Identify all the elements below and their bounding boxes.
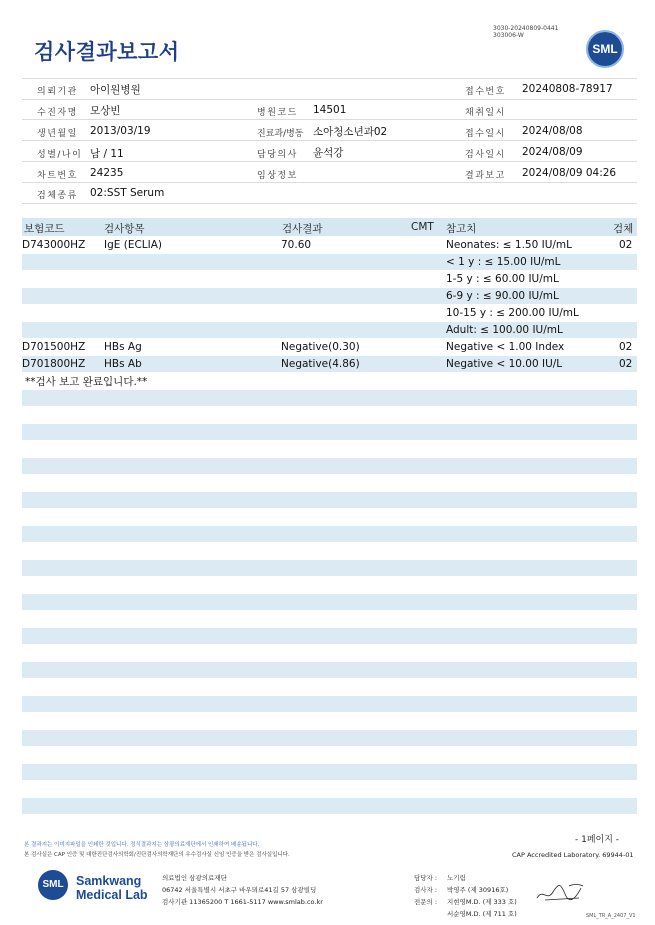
cap-accreditation: CAP Accredited Laboratory. 69944-01: [512, 851, 634, 859]
page-number: - 1페이지 -: [575, 835, 620, 845]
lab-contact: 검사기관 11365200 T 1661-5117 www.smlab.co.kr: [162, 898, 323, 906]
chart-no-value: 24235: [90, 167, 124, 179]
col-header-cmt: CMT: [411, 221, 434, 233]
sml-logo: SML: [588, 32, 622, 66]
cell-reference: Negative < 10.00 IU/L: [446, 358, 563, 370]
cell-item: HBs Ab: [104, 358, 142, 370]
cell-result: 70.60: [281, 239, 312, 251]
staff-specialist-1: 지현영M.D. (제 333 호): [447, 898, 517, 906]
col-header-reference: 참고치: [446, 223, 477, 235]
row-stripe: [22, 594, 637, 610]
form-code: SML_TR_A_2407_V1: [586, 913, 636, 919]
cell-reference: Adult: ≤ 100.00 IU/mL: [446, 324, 563, 336]
chart-no-label: 차트번호: [37, 171, 78, 181]
document-code: [493, 25, 558, 39]
doctor-value: 윤석강: [313, 147, 344, 159]
cell-code: D701500HZ: [22, 341, 86, 353]
cell-code: D743000HZ: [22, 239, 86, 251]
row-stripe: [22, 628, 637, 644]
info-divider: [22, 203, 637, 204]
info-divider: [22, 182, 637, 183]
image-print-notice: 본 결과지는 이미지파일을 인쇄한 것입니다. 정식결과지는 삼광의료재단에서 인쇄하여 배송됩니다.: [24, 842, 260, 848]
cell-specimen: 02: [619, 341, 633, 353]
birth-label: 생년월일: [37, 129, 78, 139]
report-title: 검사결과보고서: [34, 40, 180, 64]
document-code-line-1: 3030-20240809-0441: [493, 25, 559, 32]
report-date-value: 2024/08/09 04:26: [522, 167, 617, 179]
patient-label: 수진자명: [37, 108, 78, 118]
cell-reference: 1-5 y : ≤ 60.00 IU/mL: [446, 273, 559, 285]
cell-code: D701800HZ: [22, 358, 86, 370]
cell-specimen: 02: [619, 239, 633, 251]
info-divider: [22, 140, 637, 141]
dept-value: 소아청소년과02: [313, 126, 388, 138]
cell-result: Negative(0.30): [281, 341, 360, 353]
lab-logo: SML: [38, 870, 68, 900]
document-code-line-2: 303006-W: [493, 32, 524, 39]
clinical-label: 임상정보: [257, 171, 298, 181]
staff-label-tester: 검사자 :: [414, 886, 438, 894]
staff-label-manager: 담당자 :: [414, 874, 438, 882]
lab-name-line-2: Medical Lab: [76, 888, 148, 902]
staff-names: [447, 872, 517, 920]
row-stripe: [22, 730, 637, 746]
col-header-insurance-code: 보험코드: [24, 223, 65, 235]
report-complete-note: **검사 보고 완료입니다.**: [25, 376, 148, 388]
staff-specialist-2: 서순영M.D. (제 711 호): [447, 910, 517, 918]
patient-value: 모상빈: [90, 105, 121, 117]
col-header-test-item: 검사항목: [104, 223, 145, 235]
hospital-code-label: 병원코드: [257, 108, 298, 118]
dept-label: 진료과/병동: [257, 129, 304, 139]
receipt-no-value: 20240808-78917: [522, 83, 613, 95]
lab-address-block: [162, 872, 323, 908]
info-divider: [22, 119, 637, 120]
receipt-no-label: 접수번호: [465, 87, 506, 97]
cell-reference: 6-9 y : ≤ 90.00 IU/mL: [446, 290, 559, 302]
lab-name-line-1: Samkwang: [76, 874, 142, 888]
row-stripe: [22, 390, 637, 406]
cell-specimen: 02: [619, 358, 633, 370]
specimen-label: 검체종류: [37, 191, 78, 201]
hospital-value: 아이원병원: [90, 84, 141, 96]
info-divider: [22, 99, 637, 100]
col-header-specimen: 검체: [613, 223, 634, 235]
cell-item: IgE (ECLIA): [104, 239, 163, 251]
cell-reference: 10-15 y : ≤ 200.00 IU/mL: [446, 307, 579, 319]
staff-labels: [414, 872, 437, 908]
receipt-date-value: 2024/08/08: [522, 125, 583, 137]
test-date-label: 검사일시: [465, 150, 506, 160]
lab-name: [76, 874, 148, 902]
cell-reference: < 1 y : ≤ 15.00 IU/mL: [446, 256, 561, 268]
cell-result: Negative(4.86): [281, 358, 360, 370]
cell-reference: Negative < 1.00 Index: [446, 341, 565, 353]
row-stripe: [22, 662, 637, 678]
lab-address: 06742 서울특별시 서초구 바우뫼로41길 57 삼광빌딩: [162, 886, 317, 894]
doctor-label: 담당의사: [257, 150, 298, 160]
collect-date-label: 채취일시: [465, 108, 506, 118]
info-divider: [22, 161, 637, 162]
cell-item: HBs Ag: [104, 341, 142, 353]
row-stripe: [22, 458, 637, 474]
staff-tester: 박영주 (제 30916호): [447, 886, 509, 894]
signature: [535, 880, 587, 906]
birth-value: 2013/03/19: [90, 125, 151, 137]
test-date-value: 2024/08/09: [522, 146, 583, 158]
cell-reference: Neonates: ≤ 1.50 IU/mL: [446, 239, 572, 251]
row-stripe: [22, 798, 637, 814]
report-date-label: 결과보고: [465, 171, 506, 181]
info-divider: [22, 78, 637, 79]
row-stripe: [22, 560, 637, 576]
sex-age-value: 남 / 11: [90, 148, 124, 160]
specimen-value: 02:SST Serum: [90, 187, 165, 199]
hospital-code-value: 14501: [313, 104, 347, 116]
col-header-result: 검사결과: [282, 223, 323, 235]
staff-label-specialist: 전문의 :: [414, 898, 438, 906]
staff-manager: 노기림: [447, 874, 466, 882]
row-stripe: [22, 696, 637, 712]
hospital-label: 의뢰기관: [37, 87, 78, 97]
lab-org-name: 의료법인 삼광의료재단: [162, 874, 227, 882]
receipt-date-label: 접수일시: [465, 129, 506, 139]
certification-notice: 본 검사실은 CAP 인증 및 대한진단검사의학회/진단검사의학재단의 우수검사실 신임 인증을 받은 검사실입니다.: [24, 852, 290, 858]
row-stripe: [22, 526, 637, 542]
row-stripe: [22, 424, 637, 440]
sex-age-label: 성별/나이: [37, 150, 83, 160]
row-stripe: [22, 492, 637, 508]
row-stripe: [22, 764, 637, 780]
